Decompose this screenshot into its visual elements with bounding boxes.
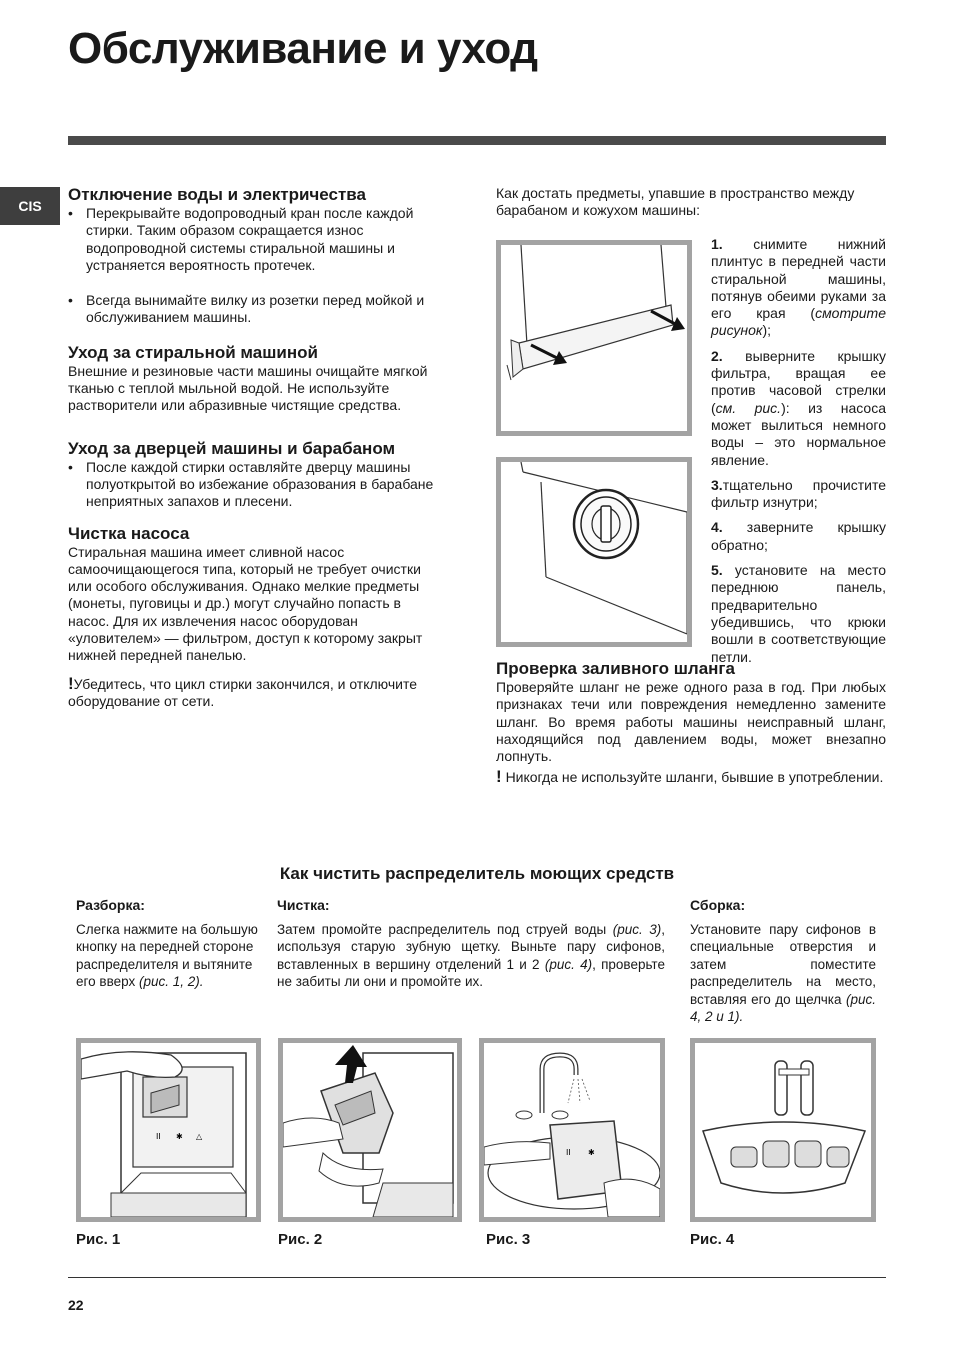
disassembly-col xyxy=(76,897,264,991)
pump-text: Стиральная машина имеет сливной насос самоочищающегося типа, который не требует очистки или особого обслуживания. Однако мелкие предметы (монеты, пуговицы и др.) могут случайно попасть в насос. Для их извлечения насос оборудован «уловителем» — фильтром, доступ к которому закрыт нижней передней панелью. xyxy=(68,543,423,664)
retrieve-intro: Как достать предметы, упавшие в пространство между барабаном и кожухом машины: xyxy=(496,185,855,219)
disassembly-text: Слегка нажмите на большую кнопку на передней стороне распределителя и вытяните его вверх (рис. 1, 2). xyxy=(76,921,258,989)
svg-text:II: II xyxy=(156,1132,161,1141)
header-rule xyxy=(68,136,886,145)
figure-2 xyxy=(278,1038,462,1222)
fig3-caption: Рис. 3 xyxy=(486,1231,531,1248)
hose-warning xyxy=(496,768,886,786)
plinth-drawing xyxy=(501,245,687,431)
svg-text:△: △ xyxy=(196,1132,203,1141)
cleaning-col xyxy=(277,897,665,991)
filter-drawing xyxy=(501,462,687,642)
fig2-drawing xyxy=(283,1043,457,1217)
warning-mark: ! xyxy=(68,673,74,693)
section-heading-door-drum: Уход за дверцей машины и барабаном xyxy=(68,438,396,458)
hose-warning-text: Никогда не используйте шланги, бывшие в употреблении. xyxy=(505,769,884,786)
figure-3 xyxy=(479,1038,665,1222)
figure-1 xyxy=(76,1038,261,1222)
svg-text:II: II xyxy=(566,1148,571,1157)
cleaning-text: Затем промойте распределитель под струей воды (рис. 3), используя старую зубную щетку. Выньте пару сифонов, вставленных в вершину отделений 1 и 2 (рис. 4), проверьте не забиты ли они и промойте их. xyxy=(277,921,665,989)
bullet-close-tap: • Перекрывайте водопроводный кран после каждой стирки. Таким образом сокращается износ водопроводной системы стиральной машины и устраняется вероятность протечек. xyxy=(68,205,444,274)
page-title: Обслуживание и уход xyxy=(68,24,538,73)
steps-list xyxy=(711,236,886,674)
section-heading-hose: Проверка заливного шланга xyxy=(496,659,735,678)
pump-warning xyxy=(68,675,444,711)
step-1: 1. снимите нижний плинтус в передней части стиральной машины, потянув обеими руками за его края (смотрите рисунок); xyxy=(711,236,887,339)
filter-cap-icon xyxy=(574,490,638,558)
section-heading-pump: Чистка насоса xyxy=(68,523,190,543)
assembly-heading: Сборка: xyxy=(690,897,746,913)
figure-plinth-removal xyxy=(496,240,692,436)
language-tab: CIS xyxy=(0,187,60,225)
step-2: 2. выверните крышку фильтра, вращая ее против часовой стрелки (см. рис.): из насоса может вылиться немного воды – это нормальное явление. xyxy=(711,347,886,468)
figure-filter xyxy=(496,457,692,647)
disassembly-heading: Разборка: xyxy=(76,897,145,913)
step-4: 4. заверните крышку обратно; xyxy=(711,519,887,553)
figure-4 xyxy=(690,1038,876,1222)
cleaning-heading: Чистка: xyxy=(277,897,330,913)
page-number: 22 xyxy=(68,1297,84,1313)
fig2-caption: Рис. 2 xyxy=(278,1231,323,1248)
bullet-door-ajar: • После каждой стирки оставляйте дверцу машины полуоткрытой во избежание образования в барабане неприятных запахов и плесени. xyxy=(68,459,444,511)
fig1-drawing xyxy=(81,1043,256,1217)
fig4-caption: Рис. 4 xyxy=(690,1231,735,1248)
bullet-unplug: • Всегда вынимайте вилку из розетки перед мойкой и обслуживанием машины. xyxy=(68,292,444,327)
section-heading-machine-care: Уход за стиральной машиной xyxy=(68,342,318,362)
dispenser-heading: Как чистить распределитель моющих средств xyxy=(279,864,675,883)
warning-mark: ! xyxy=(496,767,502,787)
step-3: 3.тщательно прочистите фильтр изнутри; xyxy=(711,476,886,511)
svg-text:✱: ✱ xyxy=(588,1148,595,1157)
step-5: 5. установите на место переднюю панель, предварительно убедившись, что крюки вошли в соответствующие петли. xyxy=(711,562,887,665)
assembly-col xyxy=(690,897,876,1026)
hose-section xyxy=(496,659,886,787)
machine-care-text: Внешние и резиновые части машины очищайте мягкой тканью с теплой мыльной водой. Не используйте растворители или абразивные чистящие средства. xyxy=(68,362,428,414)
fig1-caption: Рис. 1 xyxy=(76,1231,121,1248)
assembly-text: Установите пару сифонов в специальные отверстия и затем поместите распределитель на место, вставляя его до щелчка (рис. 4, 2 и 1). xyxy=(690,921,876,1024)
svg-text:✱: ✱ xyxy=(176,1132,183,1141)
fig4-drawing xyxy=(695,1043,871,1217)
left-column xyxy=(68,185,444,710)
fig3-drawing xyxy=(484,1043,660,1217)
hose-text: Проверяйте шланг не реже одного раза в год. При любых признаках течи или повреждения немедленно замените шланг. Во время работы машины неисправный шланг, находящийся под давлением воды, может внезапно лопнуть. xyxy=(496,679,886,765)
pump-warning-text: Убедитесь, что цикл стирки закончился, и отключите оборудование от сети. xyxy=(68,675,418,709)
section-heading-water-power: Отключение воды и электричества xyxy=(68,185,366,204)
footer-rule xyxy=(68,1277,886,1278)
